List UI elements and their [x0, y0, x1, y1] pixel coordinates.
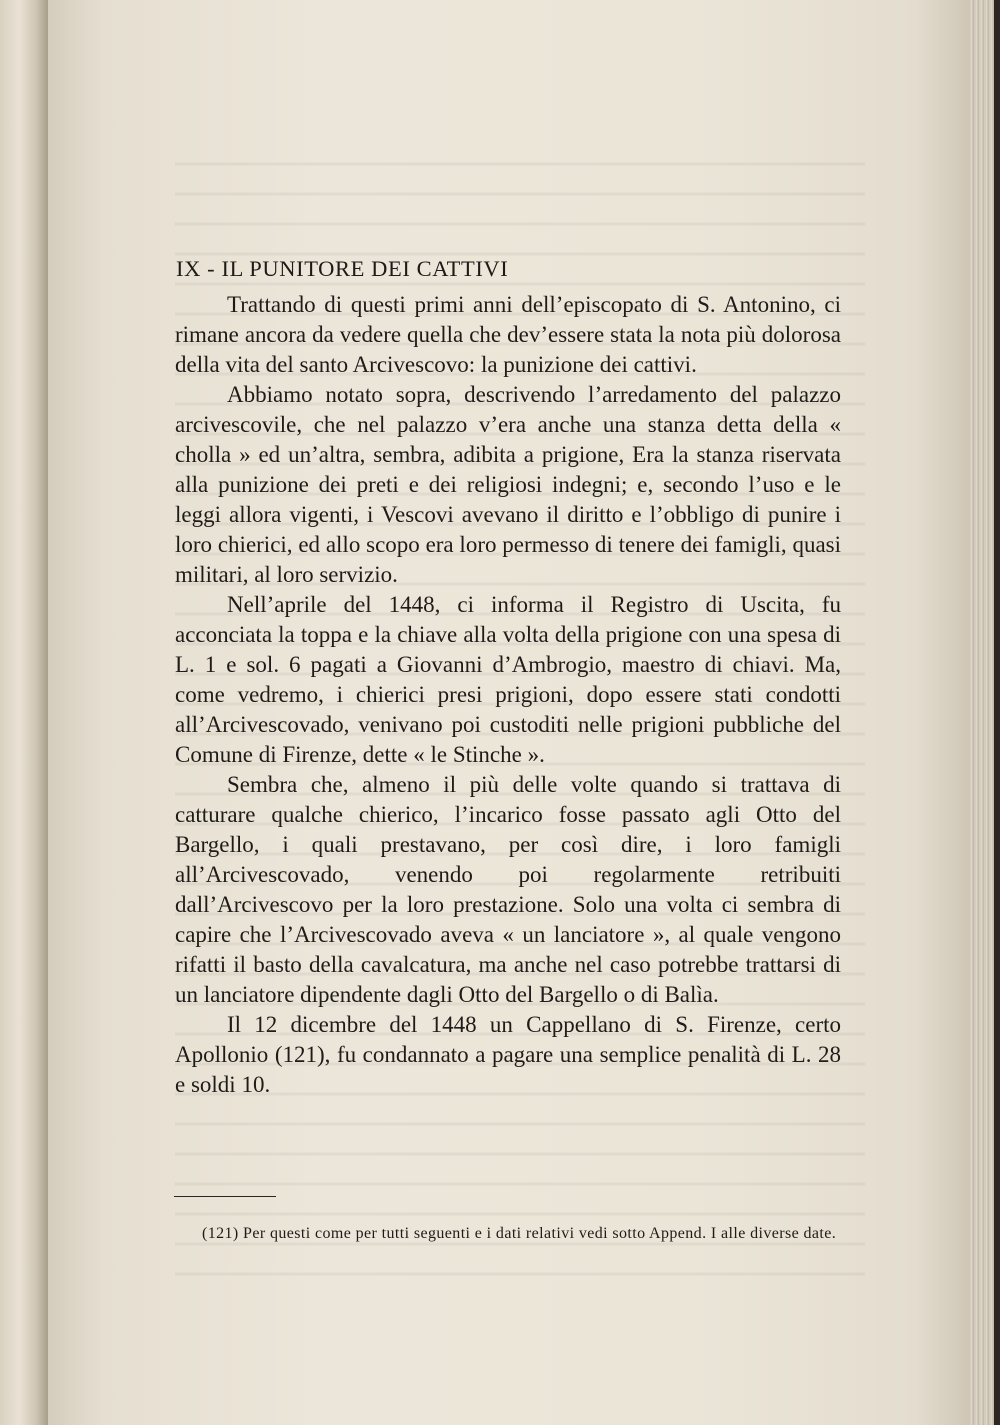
- paragraph: Trattando di questi primi anni dell’episcopato di S. Antonino, ci rimane ancora da vedere quella che dev’essere stata la nota più dolorosa della vita del santo Arcivescovo: la punizione dei cattivi.: [175, 292, 841, 377]
- paragraph: Il 12 dicembre del 1448 un Cappellano di S. Firenze, certo Apollonio (121), fu condannato a pagare una semplice penalità di L. 28 e soldi 10.: [175, 1012, 841, 1097]
- page-stack-edge: [970, 0, 1000, 1425]
- paragraph: Abbiamo notato sopra, descrivendo l’arredamento del palazzo arcivescovile, che nel palazzo v’era anche una stanza detta della « cholla » ed un’altra, sembra, adibita a prigione, Era la stanza riservata alla punizione dei preti e dei religiosi indegni; e, secondo l’uso e le leggi allora vigenti, i Vescovi avevano il diritto e l’obbligo di punire i loro chierici, ed allo scopo era loro permesso di tenere dei famigli, quasi militari, al loro servizio.: [175, 382, 841, 587]
- footnote-divider: [174, 1196, 276, 1197]
- paragraph: Nell’aprile del 1448, ci informa il Registro di Uscita, fu acconciata la toppa e la chiave alla volta della prigione con una spesa di L. 1 e sol. 6 pagati a Giovanni d’Ambrogio, maestro di chiavi. Ma, come vedremo, i chierici presi prigioni, dopo essere stati condotti all’Arcivescovado, venivano poi custoditi nelle prigioni pubbliche del Comune di Firenze, dette « le Stinche ».: [175, 592, 841, 767]
- left-page-edge: [0, 0, 48, 1425]
- body-text: [175, 290, 841, 1100]
- paragraph: Sembra che, almeno il più delle volte quando si trattava di catturare qualche chierico, l’incarico fosse passato agli Otto del Bargello, i quali prestavano, per così dire, i loro famigli all’Arcivescovado, venendo poi regolarmente retribuiti dall’Arcivescovo per la loro prestazione. Solo una volta ci sembra di capire che l’Arcivescovado aveva « un lanciatore », al quale vengono rifatti il basto della cavalcatura, ma anche nel caso potrebbe trattarsi di un lanciatore dipendente dagli Otto del Bargello o di Balìa.: [175, 772, 841, 1007]
- chapter-heading: IX - IL PUNITORE DEI CATTIVI: [176, 256, 509, 281]
- footnote: (121) Per questi come per tutti seguenti e i dati relativi vedi sotto Append. I alle diverse date.: [202, 1225, 837, 1242]
